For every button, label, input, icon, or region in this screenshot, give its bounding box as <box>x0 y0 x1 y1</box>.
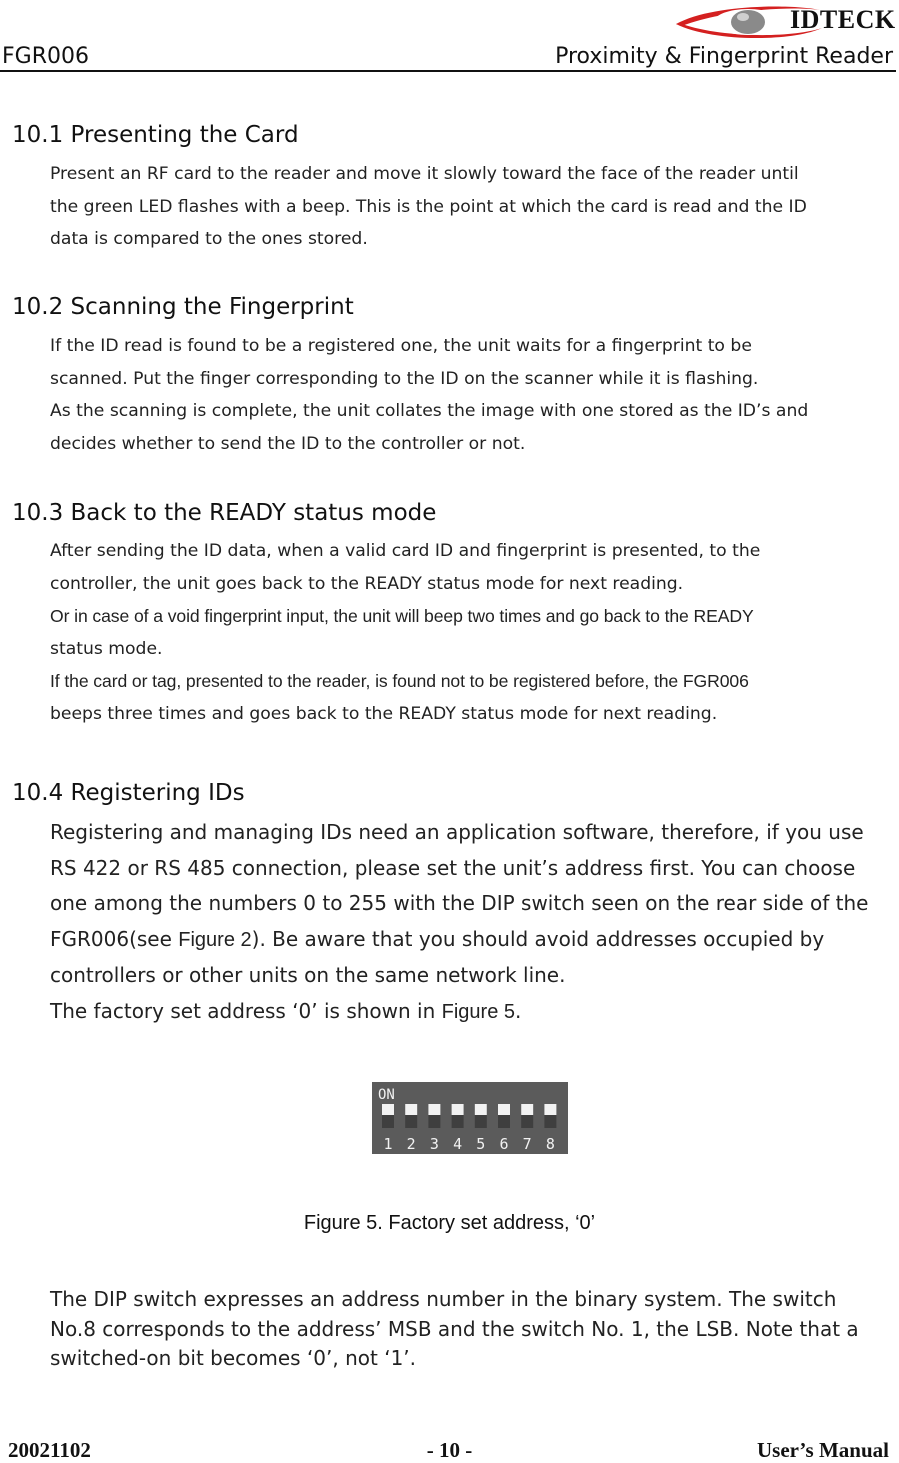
footer-date: 20021102 <box>8 1438 91 1462</box>
dip-switch-number: 2 <box>406 1135 416 1153</box>
section-body-scanning-fingerprint <box>50 330 898 460</box>
dip-switch-lever <box>452 1104 464 1115</box>
body-line: As the scanning is complete, the unit collates the image with one stored as the ID’s and <box>50 401 809 421</box>
section-title-registering-ids: 10.4 Registering IDs <box>12 780 245 806</box>
body-line: If the ID read is found to be a registered one, the unit waits for a fingerprint to be <box>50 336 752 356</box>
body-line: data is compared to the ones stored. <box>50 229 368 249</box>
text-run: FGR006(see <box>50 926 179 951</box>
body-line: If the card or tag, presented to the reader, is found not to be registered before, the FGR006 <box>50 671 749 691</box>
body-line: scanned. Put the finger corresponding to the ID on the scanner while it is flashing. <box>50 368 759 389</box>
dip-on-label: ON <box>378 1087 395 1103</box>
section-title-scanning-fingerprint: 10.2 Scanning the Fingerprint <box>12 294 354 320</box>
dip-switch-number: 1 <box>383 1135 393 1153</box>
brand-name: IDTECK <box>790 5 896 34</box>
body-line: the green LED flashes with a beep. This is the point at which the card is read and the ID <box>50 196 807 217</box>
text-run: The factory set address ‘0’ is shown in <box>50 998 442 1023</box>
dip-switch-number: 3 <box>429 1135 439 1153</box>
footer-page-number: - 10 - <box>426 1438 473 1462</box>
dip-switch-lever <box>428 1104 440 1115</box>
section-body-registering-ids <box>50 815 898 1031</box>
header-product: Proximity & Fingerprint Reader <box>555 44 893 69</box>
body-line: After sending the ID data, when a valid card ID and fingerprint is presented, to the <box>50 541 761 561</box>
body-line: controllers or other units on the same network line. <box>50 963 566 988</box>
body-line-with-ref <box>50 922 898 959</box>
closing-paragraph <box>50 1285 898 1374</box>
header-rule <box>0 70 896 72</box>
dip-switch-lever <box>382 1104 394 1115</box>
dip-switch-lever <box>498 1104 510 1115</box>
figure-5-reference: Figure 5 <box>441 1000 516 1023</box>
dip-switch-lever <box>521 1104 533 1115</box>
text-run: ). Be aware that you should avoid addresses occupied by <box>251 926 825 951</box>
text-run: . <box>515 998 522 1023</box>
dip-switch-number: 6 <box>499 1135 509 1153</box>
dip-switch-number: 5 <box>476 1135 486 1153</box>
dip-switch-lever <box>405 1104 417 1115</box>
section-title-ready-mode: 10.3 Back to the READY status mode <box>12 500 437 526</box>
dip-switch-number: 7 <box>522 1135 532 1153</box>
dip-switch-lever <box>475 1104 487 1115</box>
body-line: status mode. <box>50 638 163 659</box>
body-line: beeps three times and goes back to the READY status mode for next reading. <box>50 703 718 724</box>
dip-switch-lever <box>544 1104 556 1115</box>
body-line: decides whether to send the ID to the controller or not. <box>50 433 526 454</box>
figure-2-reference: Figure 2 <box>178 928 252 951</box>
section-title-presenting-card: 10.1 Presenting the Card <box>12 122 299 148</box>
dip-switch-figure <box>372 1082 568 1154</box>
header-model: FGR006 <box>2 44 89 69</box>
body-line: one among the numbers 0 to 255 with the DIP switch seen on the rear side of the <box>50 891 869 916</box>
body-line-with-ref <box>50 994 898 1031</box>
section-body-ready-mode <box>50 535 898 730</box>
footer-doc-title: User’s Manual <box>756 1438 889 1462</box>
body-line: Registering and managing IDs need an application software, therefore, if you use <box>50 820 864 844</box>
dip-switch-number: 8 <box>545 1135 555 1153</box>
section-body-presenting-card <box>50 158 898 256</box>
body-line: switched-on bit becomes ‘0’, not ‘1’. <box>50 1346 417 1370</box>
body-line: RS 422 or RS 485 connection, please set the unit’s address first. You can choose <box>50 855 856 880</box>
body-line: controller, the unit goes back to the READY status mode for next reading. <box>50 573 684 594</box>
body-line: Or in case of a void fingerprint input, the unit will beep two times and go back to the READY <box>50 606 754 626</box>
dip-switch-body <box>372 1082 568 1154</box>
dip-switch-number: 4 <box>453 1135 463 1153</box>
body-line: No.8 corresponds to the address’ MSB and the switch No. 1, the LSB. Note that a <box>50 1316 859 1341</box>
body-line: Present an RF card to the reader and move it slowly toward the face of the reader until <box>50 164 799 184</box>
body-line: The DIP switch expresses an address number in the binary system. The switch <box>50 1287 837 1311</box>
figure-caption: Figure 5. Factory set address, ‘0’ <box>303 1212 596 1234</box>
